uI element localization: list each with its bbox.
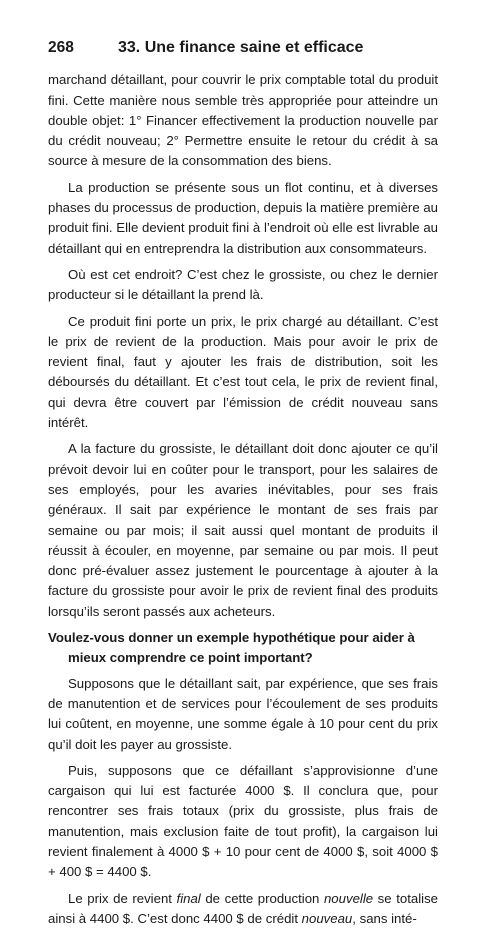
paragraph-7: Puis, supposons que ce défaillant s’approvisionne d’une cargaison qui lui est facturée 4000 $. Il conclura que, pour rencontrer ses frais totaux (prix du grossiste, plus frais de manutention, mais exclusion faite de tout profit), la cargaison lui revient finalement à 4000 $ + 10 pour cent de 4000 $, soit 4000 $ + 400 $ = 4400 $. [48,762,438,880]
p8-text-c: de cette production [200,890,324,906]
p8-emphasis-final: final [176,890,201,906]
paragraph-1: marchand détaillant, pour couvrir le prix comptable total du produit fini. Cette manière nous semble très appropriée pour atteindre un double objet: 1° Financer effectivement la production nouvelle par du crédit nouveau; 2° Permettre ensuite le retour du crédit à sa source à mesure de la consommation des biens. [48,72,438,169]
p8-emphasis-nouveau: nouveau [301,910,353,926]
question-heading: Voulez-vous donner un exemple hypothétique pour aider à mieux comprendre ce point important? [48,630,415,666]
paragraph-8 [48,889,438,930]
paragraph-2: La production se présente sous un flot continu, et à diverses phases du processus de production, depuis la matière première au produit fini. Elle devient produit fini à l’endroit où elle est livrable au détaillant qui en entreprendra la distribution aux consommateurs. [48,179,438,256]
paragraph-4: Ce produit fini porte un prix, le prix chargé au détaillant. C’est le prix de revient de la production. Mais pour avoir le prix de revient final, faut y ajouter les frais de distribution, soit les déboursés du détaillant. Et c’est tout cela, le prix de revient final, qui devra être couvert par l’émission de crédit nouveau sans intérêt. [48,313,438,431]
p8-text-g: , sans inté- [352,910,417,926]
paragraph-5: A la facture du grossiste, le détaillant doit donc ajouter ce qu’il prévoit devoir lui en coûter pour le transport, pour les salaires de ses employés, pour les avaries inévitables, pour ses frais généraux. Il sait par expérience le montant de ses frais par semaine ou par mois; il sait aussi quel montant de produits il réussit à écouler, en moyenne, par semaine ou par mois. Il peut donc pré-évaluer assez justement le pourcentage à ajouter à la facture du grossiste pour avoir le prix de revient final des produits lorsqu’ils seront passés aux acheteurs. [48,441,438,619]
chapter-title: 33. Une finance saine et efficace [118,39,364,56]
p8-text-a: Le prix de revient [68,890,177,906]
p8-emphasis-nouvelle: nouvelle [323,890,374,906]
paragraph-3: Où est cet endroit? C’est chez le grossiste, ou chez le dernier producteur si le détaillant la prend là. [48,266,438,303]
paragraph-6: Supposons que le détaillant sait, par expérience, que ses frais de manutention et de services pour l’écoulement de ses produits lui coûtent, en moyenne, une somme égale à 10 pour cent du prix qu’il doit les payer au grossiste. [48,675,438,752]
page-header [48,38,438,58]
page-number: 268 [48,39,74,56]
document-page [48,38,438,935]
p8-text-e: se totalise ainsi à 4400 $. C’est donc 4400 $ de crédit [48,890,438,926]
